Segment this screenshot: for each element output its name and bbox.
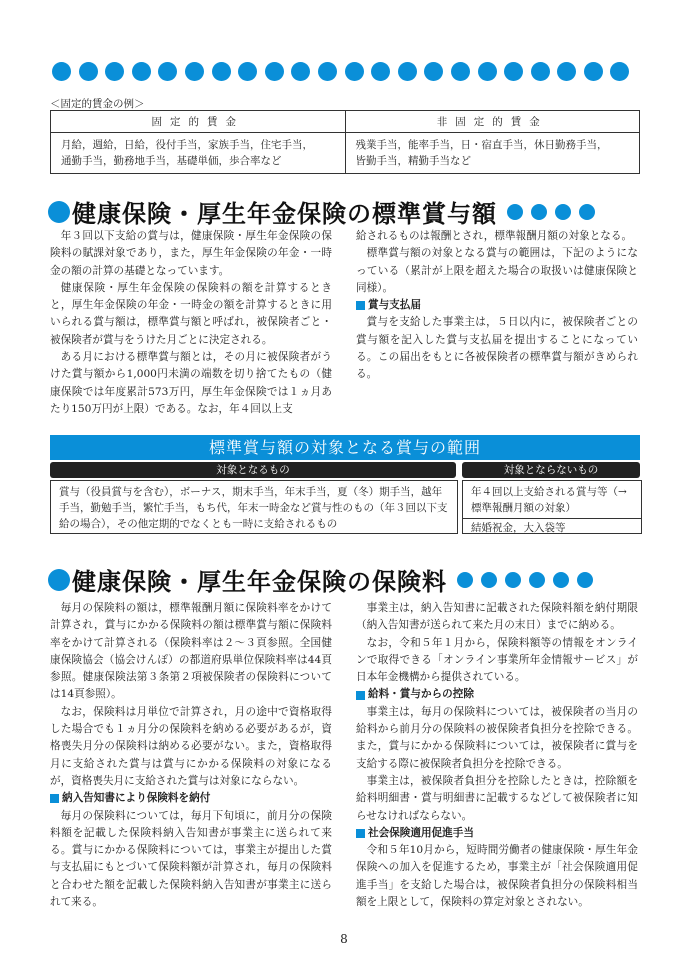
decorative-dot-icon	[504, 62, 523, 81]
section2-heading	[48, 562, 593, 597]
paragraph: 標準賞与額の対象となる賞与の範囲は，下記のようになっている（累計が上限を超えた場合の取扱いは健康保険と同様）。	[356, 247, 638, 294]
paragraph: 令和５年10月から，短時間労働者の健康保険・厚生年金保険への加入を促進するため，事業主が「社会保険適用促進手当」を支給した場合は，被保険者負担分の保険料相当額を上限として，保険料の算定対象とされない。	[356, 844, 638, 909]
square-bullet-icon	[356, 829, 365, 838]
paragraph: 事業主は，被保険者負担分を控除したときは，控除額を給料明細書・賞与明細書に記載するなどして被保険者に知らせなければならない。	[356, 774, 638, 822]
nonfixed-wage-line: 残業手当，能率手当，日・宿直手当，休日勤務手当，	[355, 139, 608, 151]
paragraph: 毎月の保険料については，毎月下旬頃に，前月分の保険料額を記載した保険料納入告知書が事業主に送られて来る。賞与にかかる保険料については，事業主が提出した賞与支払届にもとづいて保険料額が計算され，毎月の保険料と合わせた額を記載した保険料納入告知書が事業主に送られて来る。	[50, 809, 332, 909]
decorative-dot-icon	[557, 62, 576, 81]
paragraph: なお，令和５年１月から，保険料額等の情報をオンラインで取得できる「オンライン事業所年金情報サービス」が日本年金機構から提供されている。	[356, 636, 638, 684]
paragraph: 賞与を支給した事業主は，５日以内に，被保険者ごとの賞与額を記入した賞与支払届を提出することになっている。この届出をもとに各被保険者の標準賞与額がきめられる。	[356, 316, 638, 381]
paragraph: なお，保険料は月単位で計算され，月の途中で資格取得した場合でも１ヵ月分の保険料を納める必要があるが，資格喪失月分の保険料は納める必要がない。また，資格取得月に支給された賞与は賞与にかかる保険料の対象になるが，資格喪失月に支給された賞与は対象にならない。	[50, 705, 332, 787]
page-number: 8	[340, 932, 348, 946]
section2-right-column	[356, 600, 638, 911]
section2-title: 健康保険・厚生年金保険の保険料	[72, 568, 447, 596]
paragraph: 事業主は，毎月の保険料については，被保険者の当月の給料から前月分の保険料の被保険者負担分を控除できる。また，賞与にかかる保険料については，被保険者に賞与を支給する際に被保険者負担分を控除できる。	[356, 705, 638, 770]
nonfixed-wage-line: 皆勤手当，精勤手当など	[355, 155, 471, 167]
decorative-dot-icon	[158, 62, 177, 81]
square-bullet-icon	[356, 301, 365, 310]
fixed-wage-caption: ＜固定的賃金の例＞	[50, 98, 145, 110]
subheading	[356, 297, 638, 314]
subheading-text: 給料・賞与からの控除	[368, 688, 474, 701]
range-nontarget-header: 対象とならないもの	[462, 462, 640, 478]
decorative-dot-icon	[371, 62, 390, 81]
decorative-dot-icon	[579, 204, 595, 220]
paragraph: 給されるものは報酬とされ，標準報酬月額の対象となる。	[356, 230, 633, 242]
paragraph: 健康保険・厚生年金保険の保険料の額を計算するときと，厚生年金保険の年金・一時金の額を計算するときに用いられる賞与額は，標準賞与額と呼ばれ，被保険者ごと・被保険者が賞与をうけた月ごとに決定される。	[50, 281, 332, 346]
decorative-dot-icon	[185, 62, 204, 81]
decorative-dot-icon	[212, 62, 231, 81]
decorative-dot-icon	[529, 572, 545, 588]
paragraph: 毎月の保険料の額は，標準報酬月額に保険料率をかけて計算され，賞与にかかる保険料の額は標準賞与額に保険料率をかけて計算される（保険料率は２～３頁参照。全国健康保険協会（協会けんぽ）の都道府県単位保険料率は44頁参照。健康保険法第３条第２項被保険者の保険料については14頁参照）。	[50, 602, 332, 701]
range-nontarget-item: 結婚祝金，大入袋等	[471, 522, 566, 534]
section1-left-column	[50, 228, 332, 418]
range-target-header: 対象となるもの	[50, 462, 456, 478]
paragraph: 事業主は，納入告知書に記載された保険料額を納付期限（納入告知書が送られて来た月の末日）までに納める。	[356, 602, 638, 632]
paragraph: 年３回以下支給の賞与は，健康保険・厚生年金保険の保険料の賦課対象であり，また，厚生年金保険の年金・一時金の額の計算の基礎となっています。	[50, 230, 332, 277]
nonfixed-wage-header: 非固定的賃金	[345, 111, 640, 133]
fixed-wage-line: 月給，週給，日給，役付手当，家族手当，住宅手当，	[61, 139, 313, 151]
range-target-text: 賞与（役員賞与を含む），ボーナス，期末手当，年末手当，夏（冬）期手当，越年手当，勤勉手当，繁忙手当，もち代，年末一時金など賞与性のもの（年３回以下支給の場合），その他定期的でなくとも一時に支給されるもの	[59, 486, 448, 530]
decorative-dot-icon	[531, 204, 547, 220]
range-nontarget-item: 年４回以上支給される賞与等（→標準報酬月額の対象）	[463, 481, 641, 519]
decorative-dot-icon	[318, 62, 337, 81]
decorative-dot-icon	[610, 62, 629, 81]
decorative-dot-icon	[584, 62, 603, 81]
decorative-dot-icon	[577, 572, 593, 588]
square-bullet-icon	[50, 794, 59, 803]
top-dot-row	[52, 62, 629, 81]
subheading	[50, 790, 332, 807]
decorative-dot-icon	[52, 62, 71, 81]
section1-title: 健康保険・厚生年金保険の標準賞与額	[72, 200, 497, 228]
decorative-dot-icon	[505, 572, 521, 588]
section1-right-column	[356, 228, 638, 384]
fixed-wage-header: 固定的賃金	[51, 111, 346, 133]
decorative-dot-icon	[132, 62, 151, 81]
bullet-dot-icon	[48, 569, 70, 591]
nonfixed-wage-cell	[345, 133, 640, 174]
subheading	[356, 825, 638, 842]
decorative-dot-icon	[553, 572, 569, 588]
decorative-dot-icon	[457, 572, 473, 588]
decorative-dot-icon	[478, 62, 497, 81]
fixed-wage-cell	[51, 133, 346, 174]
paragraph: ある月における標準賞与額とは，その月に被保険者がうけた賞与額から1,000円未満の端数を切り捨てたもの（健康保険では年度累計573万円，厚生年金保険では１ヵ月あたり150万円が上限）である。なお，年４回以上支	[50, 351, 332, 415]
decorative-dot-icon	[481, 572, 497, 588]
decorative-dot-icon	[507, 204, 523, 220]
fixed-wage-table	[50, 110, 640, 174]
decorative-dot-icon	[79, 62, 98, 81]
decorative-dot-icon	[555, 204, 571, 220]
decorative-dot-icon	[345, 62, 364, 81]
range-title: 標準賞与額の対象となる賞与の範囲	[50, 435, 640, 460]
decorative-dot-icon	[424, 62, 443, 81]
decorative-dot-icon	[531, 62, 550, 81]
heading-dots	[507, 204, 595, 220]
subheading-text: 賞与支払届	[368, 299, 421, 312]
heading-dots	[457, 572, 593, 588]
section1-heading	[48, 194, 595, 229]
range-target-box	[50, 480, 458, 534]
bullet-dot-icon	[48, 201, 70, 223]
range-nontarget-box	[462, 480, 642, 534]
subheading-text: 納入告知書により保険料を納付	[62, 792, 211, 805]
decorative-dot-icon	[105, 62, 124, 81]
decorative-dot-icon	[398, 62, 417, 81]
decorative-dot-icon	[451, 62, 470, 81]
decorative-dot-icon	[265, 62, 284, 81]
decorative-dot-icon	[291, 62, 310, 81]
subheading	[356, 686, 638, 703]
decorative-dot-icon	[238, 62, 257, 81]
section2-left-column	[50, 600, 332, 911]
square-bullet-icon	[356, 691, 365, 700]
subheading-text: 社会保険適用促進手当	[368, 826, 474, 839]
fixed-wage-line: 通勤手当，勤務地手当，基礎単価，歩合率など	[61, 155, 282, 167]
